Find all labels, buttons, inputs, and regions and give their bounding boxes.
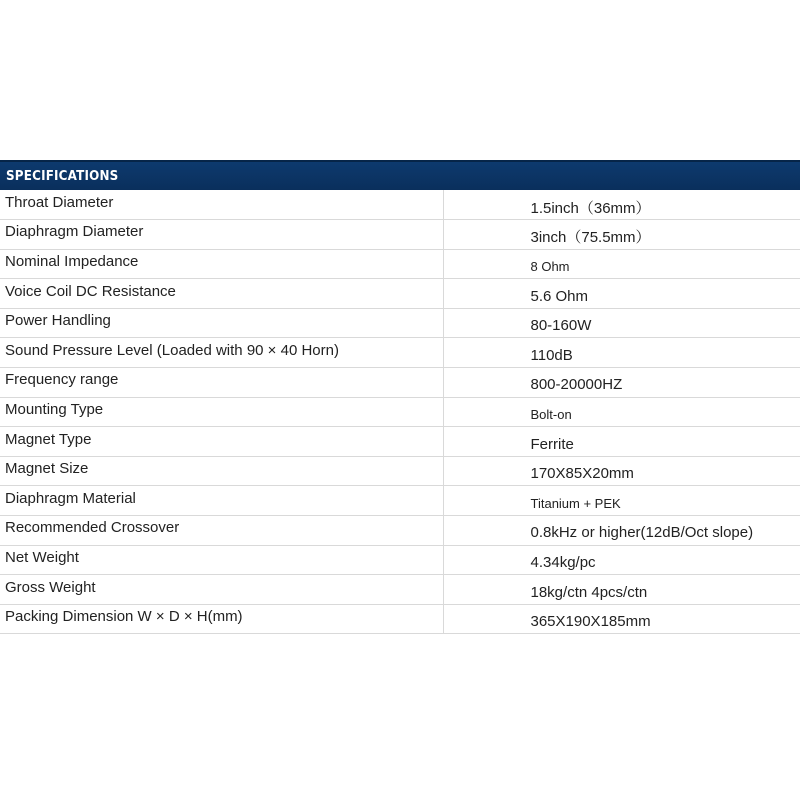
spec-row-diaphragm-diameter bbox=[0, 220, 800, 250]
spec-label: Sound Pressure Level (Loaded with 90 × 40 Horn) bbox=[0, 338, 443, 368]
spec-label: Power Handling bbox=[0, 308, 443, 338]
spec-row-mounting-type bbox=[0, 397, 800, 427]
spec-value: 1.5inch（36mm） bbox=[443, 190, 800, 220]
spec-value: 4.34kg/pc bbox=[443, 545, 800, 575]
spec-value: 365X190X185mm bbox=[443, 604, 800, 634]
spec-row-power-handling bbox=[0, 308, 800, 338]
spec-value: 800-20000HZ bbox=[443, 368, 800, 398]
specifications-title: SPECIFICATIONS bbox=[6, 168, 119, 184]
spec-label: Voice Coil DC Resistance bbox=[0, 279, 443, 309]
spec-row-voice-coil-dc-resistance bbox=[0, 279, 800, 309]
spec-row-net-weight bbox=[0, 545, 800, 575]
spec-row-recommended-crossover bbox=[0, 516, 800, 546]
spec-value: Bolt-on bbox=[443, 397, 800, 427]
spec-value: 0.8kHz or higher(12dB/Oct slope) bbox=[443, 516, 800, 546]
spec-row-frequency-range bbox=[0, 368, 800, 398]
spec-label: Gross Weight bbox=[0, 575, 443, 605]
spec-table bbox=[0, 190, 800, 634]
spec-row-diaphragm-material bbox=[0, 486, 800, 516]
spec-row-magnet-size bbox=[0, 456, 800, 486]
spec-label: Frequency range bbox=[0, 368, 443, 398]
spec-value: 8 Ohm bbox=[443, 249, 800, 279]
spec-value: 110dB bbox=[443, 338, 800, 368]
spec-value: Ferrite bbox=[443, 427, 800, 457]
spec-label: Magnet Size bbox=[0, 456, 443, 486]
spec-label: Throat Diameter bbox=[0, 190, 443, 220]
spec-value: 5.6 Ohm bbox=[443, 279, 800, 309]
spec-row-packing-dimension bbox=[0, 604, 800, 634]
spec-row-nominal-impedance bbox=[0, 249, 800, 279]
spec-row-throat-diameter bbox=[0, 190, 800, 220]
spec-label: Packing Dimension W × D × H(mm) bbox=[0, 604, 443, 634]
spec-value: 18kg/ctn 4pcs/ctn bbox=[443, 575, 800, 605]
spec-label: Diaphragm Diameter bbox=[0, 220, 443, 250]
spec-label: Nominal Impedance bbox=[0, 249, 443, 279]
specifications-table bbox=[0, 160, 800, 634]
spec-value: 3inch（75.5mm） bbox=[443, 220, 800, 250]
spec-row-sound-pressure-level bbox=[0, 338, 800, 368]
spec-label: Net Weight bbox=[0, 545, 443, 575]
spec-label: Magnet Type bbox=[0, 427, 443, 457]
spec-value: 170X85X20mm bbox=[443, 456, 800, 486]
spec-row-magnet-type bbox=[0, 427, 800, 457]
spec-row-gross-weight bbox=[0, 575, 800, 605]
spec-value: 80-160W bbox=[443, 308, 800, 338]
specifications-header bbox=[0, 160, 800, 190]
spec-label: Recommended Crossover bbox=[0, 516, 443, 546]
spec-value: Titanium + PEK bbox=[443, 486, 800, 516]
spec-label: Mounting Type bbox=[0, 397, 443, 427]
spec-label: Diaphragm Material bbox=[0, 486, 443, 516]
